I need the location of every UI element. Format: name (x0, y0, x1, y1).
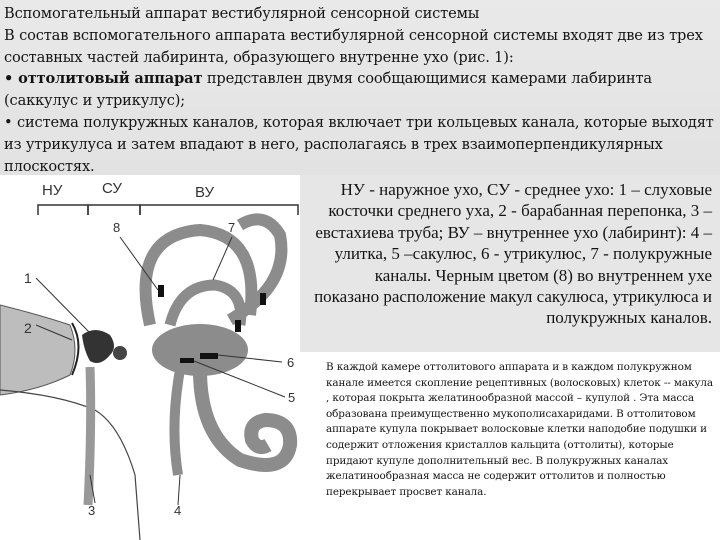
bullet-otolith-term: • оттолитовый аппарат (4, 70, 203, 88)
intro-text (4, 3, 716, 177)
stapes (113, 346, 127, 360)
label-7: 7 (228, 220, 236, 235)
label-inner-ear: ВУ (195, 184, 215, 201)
label-5: 5 (288, 390, 296, 405)
label-2: 2 (24, 320, 32, 336)
eustachian-tube (88, 367, 91, 505)
figure-caption-section (300, 175, 720, 352)
label-1: 1 (24, 270, 32, 286)
bullet-otolith-desc: представлен двумя сообщающимися камерами лабиринта (саккулус и утрикулус); (4, 70, 652, 110)
macula-section (318, 357, 720, 540)
bullet-otolith (4, 68, 716, 112)
macula-paragraph: В каждой камере оттолитового аппарата и в каждом полукружном канале имеется скопление рецептивных (волосковых) клеток -- макула , которая покрыта желатинообразной массой – купулой . Эта масса образована преимущественно мукополисахаридами. В оттолитовом аппарате купула покрывает волосковые клетки наподобие подушки и содержит отложения кристаллов кальцита (оттолиты), которые придают купуле дополнительный вес. В полукружных каналах желатинообразная масса не содержит оттолитов и полностью перекрывает просвет канала. (326, 361, 713, 498)
ear-anatomy-figure (0, 175, 318, 540)
macula-canal-2 (235, 320, 241, 332)
label-4: 4 (174, 503, 182, 518)
label-3: 3 (88, 503, 96, 518)
label-middle-ear: СУ (102, 180, 122, 197)
ear-diagram (0, 175, 318, 540)
label-8: 8 (113, 220, 121, 235)
bullet-canals: • система полукружных каналов, которая включает три кольцевых канала, которые выходят из утрикулуса и затем впадают в него, располагаясь в трех взаимоперпендикулярных плоскостях. (4, 113, 714, 175)
leader-4 (178, 475, 180, 505)
label-outer-ear: НУ (42, 182, 63, 199)
macula-canal-3 (260, 293, 266, 305)
ossicles (82, 330, 114, 363)
leader-7 (213, 237, 232, 280)
section-title: Вспомогательный аппарат вестибулярной сенсорной системы (4, 5, 480, 22)
intro-section (0, 0, 720, 175)
vestibule (152, 324, 248, 376)
cochlea (200, 370, 290, 465)
macula-saccule (180, 358, 194, 363)
intro-paragraph: В состав вспомогательного аппарата вестибулярной сенсорной системы входят две из трех составных частей лабиринта, образующего внутренне ухо (рис. 1): (4, 26, 703, 66)
outer-ear-contour (0, 390, 140, 540)
bracket-outer-ear (38, 205, 88, 215)
macula-canal-1 (158, 285, 164, 297)
bracket-inner-ear (140, 205, 298, 215)
ear-canal (0, 305, 75, 395)
figure-caption: НУ - наружное ухо, СУ - среднее ухо: 1 – слуховые косточки среднего уха, 2 - барабанная перепонка, 3 – евстахиева труба; ВУ – внутреннее ухо (лабиринт): 4 – улитка, 5 –сакулюс, 6 - утрикулюс, 7 - полукружные каналы. Черным цветом (8) во внутреннем ухе показано расположение макул сакулюса, утрикулюса и полукружных каналов. (314, 180, 712, 328)
macula-utricle (200, 353, 218, 359)
bracket-middle-ear (88, 205, 140, 215)
label-6: 6 (287, 355, 295, 370)
cochlea-base (174, 370, 180, 475)
